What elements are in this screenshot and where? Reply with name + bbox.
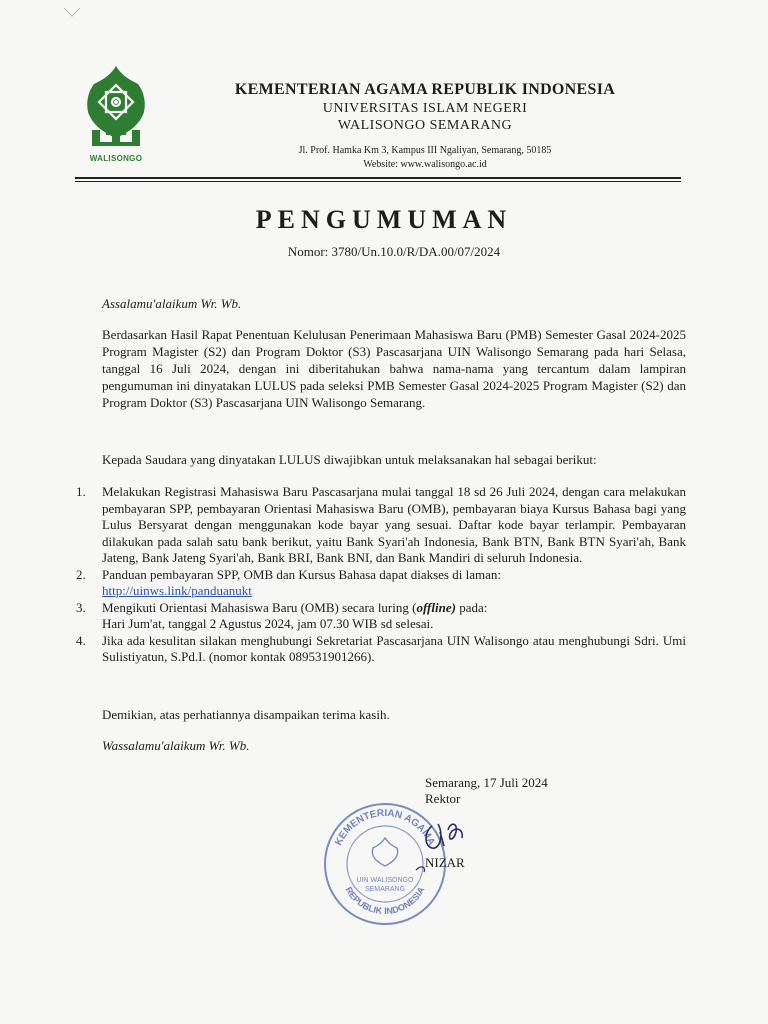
list-item [76, 484, 686, 567]
header-divider-thick [75, 177, 681, 179]
panduan-link[interactable]: http://uinws.link/panduanukt [102, 583, 252, 598]
list-item-text-after: pada: [455, 599, 488, 615]
opening-greeting: Assalamu'alaikum Wr. Wb. [102, 296, 242, 311]
logo-caption: WALISONGO [89, 154, 143, 163]
obligations-list [76, 484, 686, 666]
document-number: Nomor: 3780/Un.10.0/R/DA.00/07/2024 [287, 244, 501, 259]
university-name: WALISONGO SEMARANG [337, 118, 513, 133]
list-number: 3. [76, 599, 86, 615]
list-number: 1. [76, 484, 86, 499]
website: Website: www.walisongo.ac.id [363, 159, 487, 170]
closing-greeting: Wassalamu'alaikum Wr. Wb. [102, 738, 250, 753]
list-item-text: Jika ada kesulitan silakan menghubungi Sekretariat Pascasarjana UIN Walisongo atau menghubungi Sdri. Umi Sulistiyatun, S.Pd.I. (nomor kontak 089531901266). [102, 632, 686, 664]
list-item [76, 600, 686, 633]
signature-icon [410, 812, 480, 882]
header-divider-thin [75, 181, 681, 182]
signatory-name: NIZAR [425, 855, 465, 870]
list-item [76, 567, 686, 600]
stamp-bottom-text: REPUBLIK INDONESIA [343, 885, 427, 917]
list-item-line2: Hari Jum'at, tanggal 2 Agustus 2024, jam 07.30 WIB sd selesai. [102, 616, 434, 631]
document-title: PENGUMUMAN [255, 205, 513, 234]
closing-sentence: Demikian, atas perhatiannya disampaikan terima kasih. [102, 707, 390, 722]
university-type: UNIVERSITAS ISLAM NEGERI [322, 101, 528, 116]
paragraph-announcement: Berdasarkan Hasil Rapat Penentuan Kelulusan Penerimaan Mahasiswa Baru (PMB) Semester Gasal 2024-2025 Program Magister (S2) dan Program Doktor (S3) Pascasarjana UIN Walisongo Semarang pada hari Selasa, tanggal 16 Juli 2024, dengan ini diberitahukan bahwa nama-nama yang tercantum dalam lampiran pengumuman ini dinyatakan LULUS pada seleksi PMB Semester Gasal 2024-2025 Program Magister (S2) dan Program Doktor (S3) Pascasarjana UIN Walisongo Semarang. [102, 327, 686, 410]
list-item-text: Melakukan Registrasi Mahasiswa Baru Pascasarjana mulai tanggal 18 sd 26 Juli 2024, dengan cara melakukan pembayaran SPP, pembayaran Orientasi Mahasiswa Baru (OMB), pembayaran biaya Kursus Bahasa bagi yang Lulus Bersyarat dengan menggunakan kode bayar yang sesuai. Daftar kode bayar terlampir. Pembayaran dilakukan pada salah satu bank berikut, yaitu Bank Syari'ah Indonesia, Bank BTN, Bank BTN Syari'ah, Bank Jateng, Bank Jateng Syari'ah, Bank BRI, Bank BNI, dan Bank Mandiri di seluruh Indonesia. [102, 484, 686, 565]
stamp-top-text: KEMENTERIAN AGAMA [333, 807, 437, 848]
list-number: 2. [76, 566, 86, 582]
list-number: 4. [76, 632, 86, 648]
stamp-emblem-icon [372, 838, 397, 866]
list-item-emphasis: offline) [416, 599, 456, 615]
logo-emblem-icon [74, 62, 158, 154]
list-item-text: Mengikuti Orientasi Mahasiswa Baru (OMB) secara luring ( [102, 599, 417, 615]
uin-walisongo-logo [74, 62, 158, 168]
paragraph-obligations: Kepada Saudara yang dinyatakan LULUS diwajibkan untuk melaksanakan hal sebagai berikut: [102, 452, 597, 467]
stamp-inner-line2: SEMARANG [364, 886, 406, 893]
stamp-inner-line1: UIN WALISONGO [356, 877, 414, 884]
scan-mark [62, 6, 82, 18]
list-item [76, 633, 686, 666]
letterhead [170, 80, 680, 172]
place-date: Semarang, 17 Juli 2024 [425, 775, 548, 790]
list-item-text: Panduan pembayaran SPP, OMB dan Kursus Bahasa dapat diakses di laman: [102, 566, 501, 582]
address: Jl. Prof. Hamka Km 3, Kampus III Ngaliyan, Semarang, 50185 [298, 145, 552, 156]
ministry-name: KEMENTERIAN AGAMA REPUBLIK INDONESIA [234, 81, 616, 98]
signatory-position: Rektor [425, 791, 461, 806]
